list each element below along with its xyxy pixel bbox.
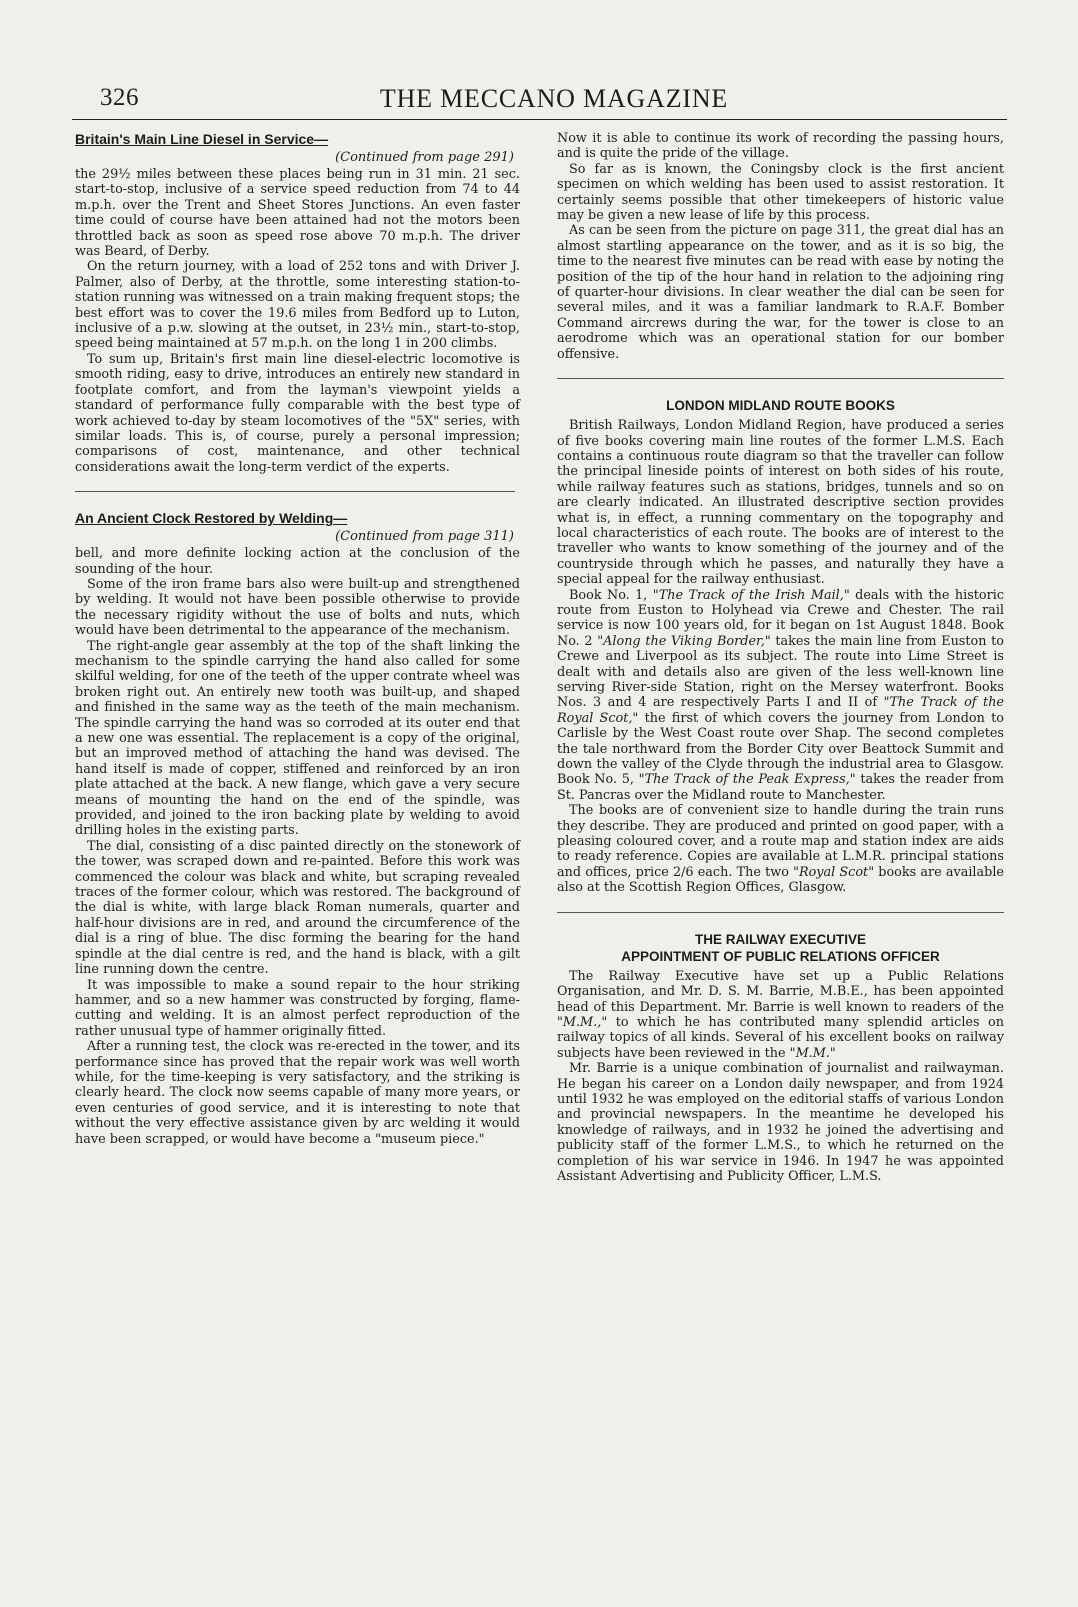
clock-paragraph: It was impossible to make a sound repair to the hour striking hammer, and so a new hammer was constructed by forging, flame-cutting and welding. It is an almost perfect reproduction of the rather unusual type of hammer originally fitted. bbox=[75, 977, 520, 1039]
clock-continued-note: (Continued from page 311) bbox=[335, 529, 514, 545]
diesel-paragraph: To sum up, Britain's first main line diesel-electric locomotive is smooth riding, easy to drive, introduces an entirely new standard in footplate comfort, and from the layman's viewpoint yields a standard of performance fully comparable with the best type of work achieved to-day by steam locomotives of the "5X" series, with similar loads. This is, of course, purely a personal impression; comparisons of cost, maintenance, and other technical considerations await the long-term verdict of the experts. bbox=[75, 351, 520, 475]
clock-continuation-paragraph: As can be seen from the picture on page 311, the great dial has an almost startling appearance on the tower, and as it is so big, the time to the nearest five minutes can be read with ease by noting the position of the tip of the hour hand in relation to the adjoining ring of quarter-hour divisions. In clear weather the dial can be seen for several miles, and it was a familiar landmark to R.A.F. Bomber Command aircrews during the war, for the tower is close to an aerodrome which was an operational station for our bomber offensive. bbox=[557, 223, 1004, 362]
lm-books-paragraph: The books are of convenient size to handle during the train runs they describe. They are produced and printed on good paper, with a pleasing coloured cover, and a route map and station index are aids to ready reference. Copies are available at L.M.R. principal stations and offices, price 2/6 each. The two "Royal Scot" books are available also at the Scottish Region Offices, Glasgow. bbox=[557, 803, 1004, 896]
diesel-article-title: Britain's Main Line Diesel in Service— bbox=[75, 131, 329, 147]
clock-paragraph: Some of the iron frame bars also were built-up and strengthened by welding. It would not have been possible otherwise to provide the necessary rigidity without the use of bolts and nuts, which would have been detrimental to the appearance of the mechanism. bbox=[75, 576, 520, 639]
railway-executive-paragraph: Mr. Barrie is a unique combination of journalist and railwayman. He began his career on a London daily newspaper, and from 1924 until 1932 he was employed on the editorial staffs of various London and provincial newspapers. In the meantime he developed his knowledge of railways, and in 1932 he joined the advertising and publicity staff of the former L.M.S., to which he returned on the completion of his war service in 1946. In 1947 he was appointed Assistant Advertising and Publicity Officer, L.M.S. bbox=[557, 1061, 1004, 1184]
diesel-continued-note: (Continued from page 291) bbox=[335, 150, 514, 165]
clock-paragraph: The right-angle gear assembly at the top of the shaft linking the mechanism to the spindle carrying the hand also called for some skilful welding, for one of the teeth of the upper contrate wheel was broken right out. An entirely new tooth was built-up, and shaped and finished in the same way as the teeth of the main mechanism. The spindle carrying the hand was so corroded at its outer end that a new one was essential. The replacement is a copy of the original, but an improved method of attaching the hand was devised. The hand itself is made of copper, stiffened and reinforced by an iron plate attached at the back. A new flange, which gave a very secure means of mounting the hand on the end of the spindle, was provided, and joined to the iron backing plate by welding to avoid drilling holes in the existing parts. bbox=[75, 638, 520, 839]
lm-books-paragraph: British Railways, London Midland Region, have produced a series of five books covering main line routes of the former L.M.S. Each contains a continuous route diagram so that the traveller can follow the principal lineside points of interest on both sides of his route, while railway features such as stations, bridges, tunnels and so on are clearly indicated. An illustrated descriptive section provides what is, in effect, a running commentary on the topography and local characteristics of each route. The books are of interest to the traveller who wants to know something of the journey and of the countryside through which he passes, and naturally they have a special appeal for the railway enthusiast. bbox=[557, 418, 1004, 588]
lm-books-title: LONDON MIDLAND ROUTE BOOKS bbox=[666, 398, 895, 414]
railway-executive-paragraph: The Railway Executive have set up a Public Relations Organisation, and Mr. D. S. M. Barrie, M.B.E., has been appointed head of this Department. Mr. Barrie is well known to readers of the "M.M.," to which he has contributed many splendid articles on railway topics of all kinds. Several of his excellent books on railway subjects have been reviewed in the "M.M." bbox=[557, 968, 1004, 1061]
right-column bbox=[557, 131, 1004, 1184]
clock-article-title: An Ancient Clock Restored by Welding— bbox=[75, 510, 348, 527]
clock-continuation-paragraph: So far as is known, the Coningsby clock is the first ancient specimen on which welding has been used to assist restoration. It certainly seems possible that other timekeepers of historic value may be given a new lease of life by this process. bbox=[557, 161, 1004, 224]
header-rule bbox=[72, 119, 1007, 120]
railway-executive-title-line1: THE RAILWAY EXECUTIVE bbox=[694, 931, 867, 947]
diesel-paragraph: On the return journey, with a load of 252 tons and with Driver J. Palmer, also of Derby, at the throttle, some interesting station-to-station running was witnessed on a train making frequent stops; the best effort was to cover the 19.6 miles from Bedford up to Luton, inclusive of a p.w. slowing at the outset, in 23½ min., start-to-stop, speed being maintained at 57 m.p.h. on the long 1 in 200 climbs. bbox=[75, 259, 520, 352]
diesel-paragraph: the 29½ miles between these places being run in 31 min. 21 sec. start-to-stop, inclusive of a service speed reduction from 74 to 44 m.p.h. over the Trent and Sheet Stores Junctions. An even faster time could of course have been attained had not the motors been throttled back as soon as speed rose above 70 m.p.h. The driver was Beard, of Derby. bbox=[75, 167, 520, 260]
article-divider bbox=[557, 912, 1004, 913]
clock-continuation-paragraph: Now it is able to continue its work of recording the passing hours, and is quite the pride of the village. bbox=[557, 131, 1004, 162]
railway-executive-title bbox=[557, 931, 1004, 965]
page-number: 326 bbox=[100, 84, 139, 111]
magazine-title: THE MECCANO MAGAZINE bbox=[379, 84, 729, 113]
clock-paragraph: The dial, consisting of a disc painted directly on the stonework of the tower, was scraped down and re-painted. Before this work was commenced the colour was black and white, but scraping revealed traces of the former colour, which was restored. The background of the dial is white, with large black Roman numerals, quarter and half-hour divisions are in red, and around the circumference of the dial is a ring of blue. The disc forming the bearing for the hand spindle at the dial centre is red, and the hand is black, with a gilt line running down the centre. bbox=[75, 838, 520, 978]
left-column bbox=[75, 131, 520, 1147]
clock-paragraph: bell, and more definite locking action at the conclusion of the sounding of the hour. bbox=[75, 546, 520, 577]
railway-executive-title-line2: APPOINTMENT OF PUBLIC RELATIONS OFFICER bbox=[621, 948, 940, 964]
article-divider bbox=[75, 491, 515, 492]
article-divider bbox=[557, 378, 1004, 379]
lm-books-paragraph: Book No. 1, "The Track of the Irish Mail," deals with the historic route from Euston to Holyhead via Crewe and Chester. The rail service is now 100 years old, for it began on 1st August 1848. Book No. 2 "Along the Viking Border," takes the main line from Euston to Crewe and Liverpool as its subject. The route into Lime Street is dealt with and details also are given of the less well-known line serving River-side Station, right on the Mersey waterfront. Books Nos. 3 and 4 are respectively Parts I and II of "The Track of the Royal Scot," the first of which covers the journey from London to Carlisle by the West Coast route over Shap. The second completes the tale northward from the Border City over Beattock Summit and down the valley of the Clyde through the industrial area to Glasgow. Book No. 5, "The Track of the Peak Express," takes the reader from St. Pancras over the Midland route to Manchester. bbox=[557, 587, 1005, 803]
clock-paragraph: After a running test, the clock was re-erected in the tower, and its performance since has proved that the repair work was well worth while, for the time-keeping is very satisfactory, and the striking is clearly heard. The clock now seems capable of many more years, or even centuries of good service, and it is interesting to note that without the very effective assistance given by arc welding it would have been scrapped, or would have become a "museum piece." bbox=[75, 1039, 520, 1147]
